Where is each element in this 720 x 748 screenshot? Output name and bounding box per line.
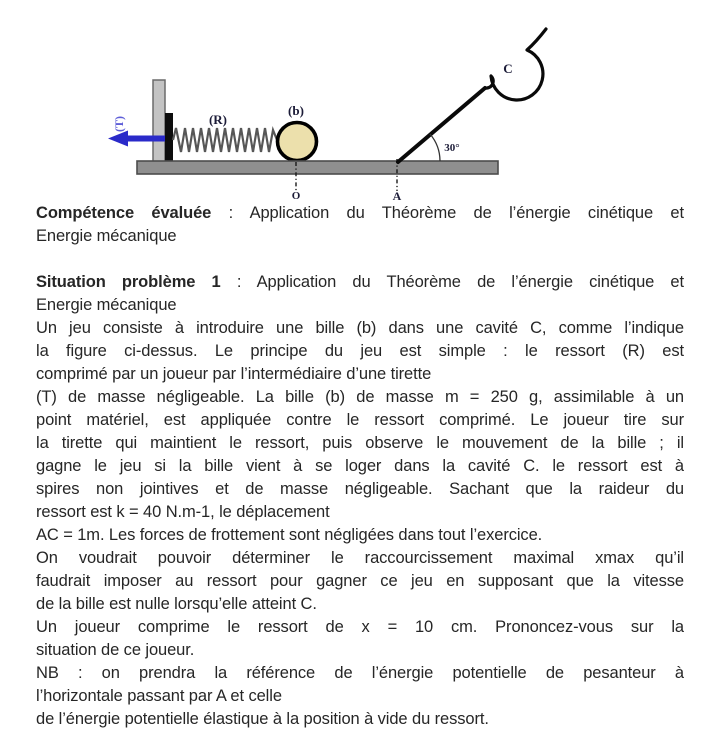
text-line: Energie mécanique xyxy=(36,227,177,245)
text-line: Compétence évaluée : Application du Théorème de l’énergie cinétique et xyxy=(36,204,684,222)
text-line: de l’énergie potentielle élastique à la position à vide du ressort. xyxy=(36,710,489,728)
text-line: faudrait imposer au ressort pour gagner ce jeu en supposant que la vitesse xyxy=(36,572,684,590)
text-line: comprimé par un joueur par l’intermédiaire d’une tirette xyxy=(36,365,432,383)
physics-figure xyxy=(0,0,720,200)
text-line: gagne le jeu si la bille vient à se loger dans la cavité C. le ressort est à xyxy=(36,457,684,475)
text-line: Situation problème 1 : Application du Théorème de l’énergie cinétique et xyxy=(36,273,684,291)
tirette-plate xyxy=(165,113,173,162)
text-line: NB : on prendra la référence de l’énergie potentielle de pesanteur à xyxy=(36,664,684,682)
incline-ramp xyxy=(398,88,485,162)
label-cavity: C xyxy=(503,61,513,76)
ball xyxy=(278,123,317,161)
text-line: AC = 1m. Les forces de frottement sont négligées dans tout l’exercice. xyxy=(36,526,543,544)
label-ball: (b) xyxy=(288,103,304,118)
label-angle: 30° xyxy=(444,142,460,154)
label-point-o: O xyxy=(291,190,301,200)
label-point-a: A xyxy=(392,189,402,200)
text-line: la tirette qui maintient le ressort, puis observe le mouvement de la bille ; il xyxy=(36,434,684,452)
text-line: de la bille est nulle lorsqu’elle atteint C. xyxy=(36,595,317,613)
wall-post xyxy=(153,80,165,162)
text-line: Un joueur comprime le ressort de x = 10 cm. Prononcez-vous sur la xyxy=(36,618,684,636)
problem-statement xyxy=(36,202,684,731)
text-line-lead: Compétence évaluée xyxy=(36,204,212,222)
angle-arc xyxy=(430,134,440,161)
text-line: la figure ci-dessus. Le principe du jeu est simple : le ressort (R) est xyxy=(36,342,684,360)
text-line: situation de ce joueur. xyxy=(36,641,195,659)
label-spring: (R) xyxy=(208,112,228,127)
spring-game-diagram xyxy=(0,0,720,200)
text-line: l’horizontale passant par A et celle xyxy=(36,687,282,705)
ground-bar xyxy=(137,161,498,174)
text-line: spires non jointives et de masse négligeable. Sachant que la raideur du xyxy=(36,480,684,498)
text-line: Un jeu consiste à introduire une bille (b) dans une cavité C, comme l’indique xyxy=(36,319,684,337)
cavity-hook xyxy=(485,29,546,100)
text-line-lead: Situation problème 1 xyxy=(36,273,221,291)
text-line: ressort est k = 40 N.m-1, le déplacement xyxy=(36,503,330,521)
text-line: point matériel, est appliquée contre le ressort comprimé. Le joueur tire sur xyxy=(36,411,684,429)
label-tirette: (T) xyxy=(112,116,126,132)
text-line: On voudrait pouvoir déterminer le raccourcissement maximal xmax qu’il xyxy=(36,549,684,567)
text-line: Energie mécanique xyxy=(36,296,177,314)
spring-coil xyxy=(173,128,277,152)
text-line: (T) de masse négligeable. La bille (b) de masse m = 250 g, assimilable à un xyxy=(36,388,684,406)
